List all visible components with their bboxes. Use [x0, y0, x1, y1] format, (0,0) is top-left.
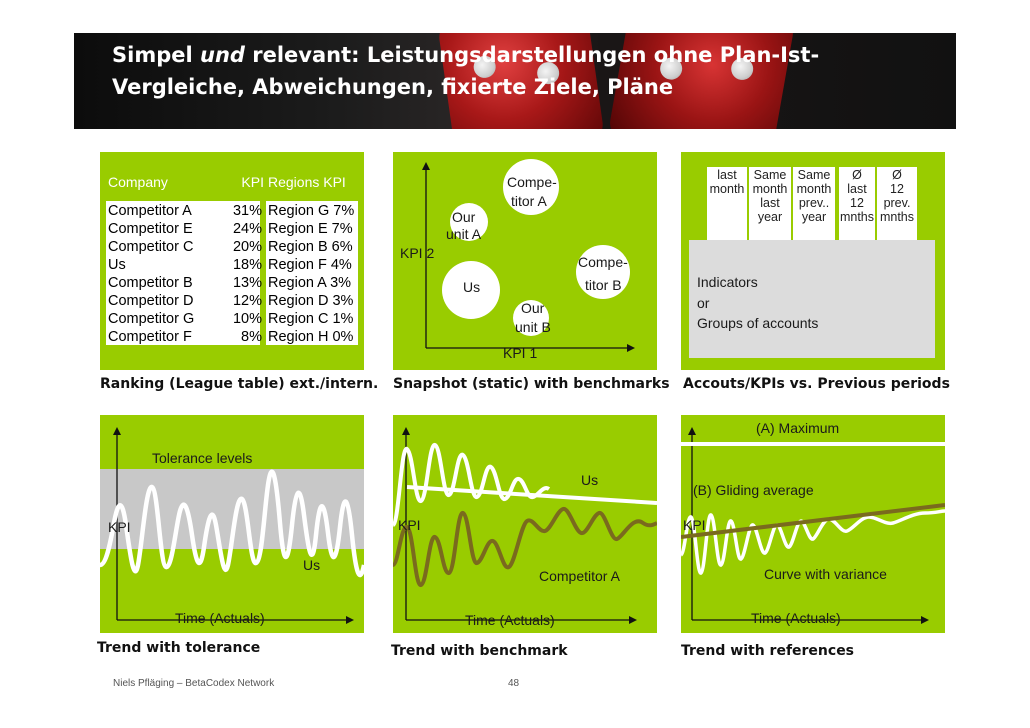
- cell-company: Competitor A: [108, 203, 192, 219]
- cell-company: Competitor G: [108, 311, 195, 327]
- cell-company: Competitor D: [108, 293, 194, 309]
- period-header-line: month: [796, 182, 832, 196]
- cell-region: Region G 7%: [268, 203, 355, 219]
- label-kpi: KPI: [108, 519, 131, 535]
- gliding-average-line: [681, 505, 945, 537]
- period-header-line: last: [717, 168, 737, 182]
- label-kpi: KPI: [683, 517, 706, 533]
- label-kpi: KPI: [398, 517, 421, 533]
- period-header-line: Ø: [852, 168, 862, 182]
- period-column-header: [839, 167, 875, 241]
- header-company: Company: [108, 174, 168, 190]
- cell-kpi: 13%: [232, 275, 262, 291]
- label-our-unit-b-1: Our: [521, 300, 545, 316]
- label-competitor-b-2: titor B: [585, 277, 622, 293]
- cell-company: Competitor B: [108, 275, 193, 291]
- period-column-header: [749, 167, 791, 241]
- period-header-line: month: [752, 182, 788, 196]
- cell-kpi: 31%: [232, 203, 262, 219]
- period-header-line: last: [847, 182, 867, 196]
- label-our-unit-a-1: Our: [452, 209, 476, 225]
- label-us: Us: [581, 472, 599, 488]
- header-regions: Regions KPI: [268, 174, 346, 190]
- ranking-panel: [100, 152, 364, 370]
- label-time: Time (Actuals): [751, 610, 841, 626]
- cell-company: Competitor F: [108, 329, 192, 345]
- tolerance-panel: [100, 415, 364, 633]
- cell-region: Region B 6%: [268, 239, 353, 255]
- cell-region: Region F 4%: [268, 257, 352, 273]
- label-indicators: Indicators: [697, 274, 758, 290]
- period-header-line: last: [760, 196, 780, 210]
- periods-caption: Accouts/KPIs vs. Previous periods: [683, 376, 950, 392]
- label-competitor-b-1: Compe-: [578, 254, 628, 270]
- header-banner: [74, 33, 956, 129]
- benchmark-panel: [393, 415, 657, 633]
- period-header-line: month: [709, 182, 745, 196]
- label-gliding: (B) Gliding average: [693, 482, 814, 498]
- snapshot-panel: [393, 152, 657, 370]
- cell-region: Region D 3%: [268, 293, 354, 309]
- cell-kpi: 20%: [232, 239, 262, 255]
- table-row: [108, 220, 358, 238]
- label-our-unit-a-2: unit A: [446, 226, 482, 242]
- cell-company: Competitor C: [108, 239, 194, 255]
- label-time: Time (Actuals): [175, 610, 265, 626]
- footer-author: Niels Pfläging – BetaCodex Network: [113, 678, 275, 689]
- table-row: [108, 310, 358, 328]
- period-column-header: [707, 167, 747, 241]
- cell-kpi: 12%: [232, 293, 262, 309]
- period-header-line: 12: [890, 182, 904, 196]
- period-header-line: Same: [797, 168, 831, 182]
- us-trend-line: [407, 487, 657, 503]
- cell-company: Competitor E: [108, 221, 193, 237]
- period-header-line: Same: [753, 168, 787, 182]
- cell-kpi: 24%: [232, 221, 262, 237]
- label-tolerance-levels: Tolerance levels: [152, 450, 253, 466]
- snapshot-caption: Snapshot (static) with benchmarks: [393, 376, 670, 392]
- period-header-line: year: [801, 210, 827, 224]
- cell-company: Us: [108, 257, 126, 273]
- cell-kpi: 8%: [241, 329, 262, 345]
- label-or: or: [697, 295, 710, 311]
- cell-kpi: 18%: [232, 257, 262, 273]
- cell-kpi: 10%: [232, 311, 262, 327]
- tolerance-caption: Trend with tolerance: [97, 640, 261, 656]
- table-row: [108, 202, 358, 220]
- cell-region: Region E 7%: [268, 221, 353, 237]
- label-time: Time (Actuals): [465, 612, 555, 628]
- table-row: [108, 256, 358, 274]
- period-header-line: prev.: [883, 196, 911, 210]
- label-competitor-a-2: titor A: [511, 193, 547, 209]
- label-us: Us: [303, 557, 321, 573]
- label-maximum: (A) Maximum: [756, 420, 840, 436]
- table-row: [108, 328, 358, 346]
- label-curve: Curve with variance: [764, 566, 887, 582]
- indicators-area: [689, 244, 935, 358]
- ranking-caption: Ranking (League table) ext./intern.: [100, 376, 379, 392]
- period-header-line: mnths: [839, 210, 875, 224]
- table-row: [108, 274, 358, 292]
- references-panel: [681, 415, 945, 633]
- cell-region: Region H 0%: [268, 329, 354, 345]
- period-header-line: [707, 210, 747, 224]
- table-row: [108, 238, 358, 256]
- cell-region: Region C 1%: [268, 311, 354, 327]
- period-column-header: [877, 167, 917, 241]
- us-curve: [393, 445, 549, 525]
- period-header-line: [707, 196, 747, 210]
- label-our-unit-b-2: unit B: [515, 319, 551, 335]
- references-caption: Trend with references: [681, 643, 855, 659]
- label-groups: Groups of accounts: [697, 315, 819, 331]
- periods-panel: [681, 152, 945, 370]
- label-kpi2: KPI 2: [400, 245, 435, 261]
- period-header-line: year: [757, 210, 783, 224]
- label-competitor-a-1: Compe-: [507, 174, 557, 190]
- page-title: Simpel und relevant: Leistungsdarstellungen ohne Plan-Ist- Vergleiche, Abweichungen, fixierte Ziele, Pläne: [112, 43, 820, 99]
- label-kpi1: KPI 1: [503, 345, 538, 361]
- us-curve: [100, 472, 364, 575]
- table-row: [108, 292, 358, 310]
- header-kpi: KPI: [241, 174, 264, 190]
- period-header-line: mnths: [879, 210, 915, 224]
- period-column-header: [793, 167, 835, 241]
- page-number: 48: [508, 678, 520, 689]
- benchmark-caption: Trend with benchmark: [391, 643, 568, 659]
- period-header-line: 12: [850, 196, 864, 210]
- period-header-line: Ø: [892, 168, 902, 182]
- label-us: Us: [463, 279, 481, 295]
- period-header-line: prev..: [798, 196, 830, 210]
- label-competitor: Competitor A: [539, 568, 620, 584]
- cell-region: Region A 3%: [268, 275, 352, 291]
